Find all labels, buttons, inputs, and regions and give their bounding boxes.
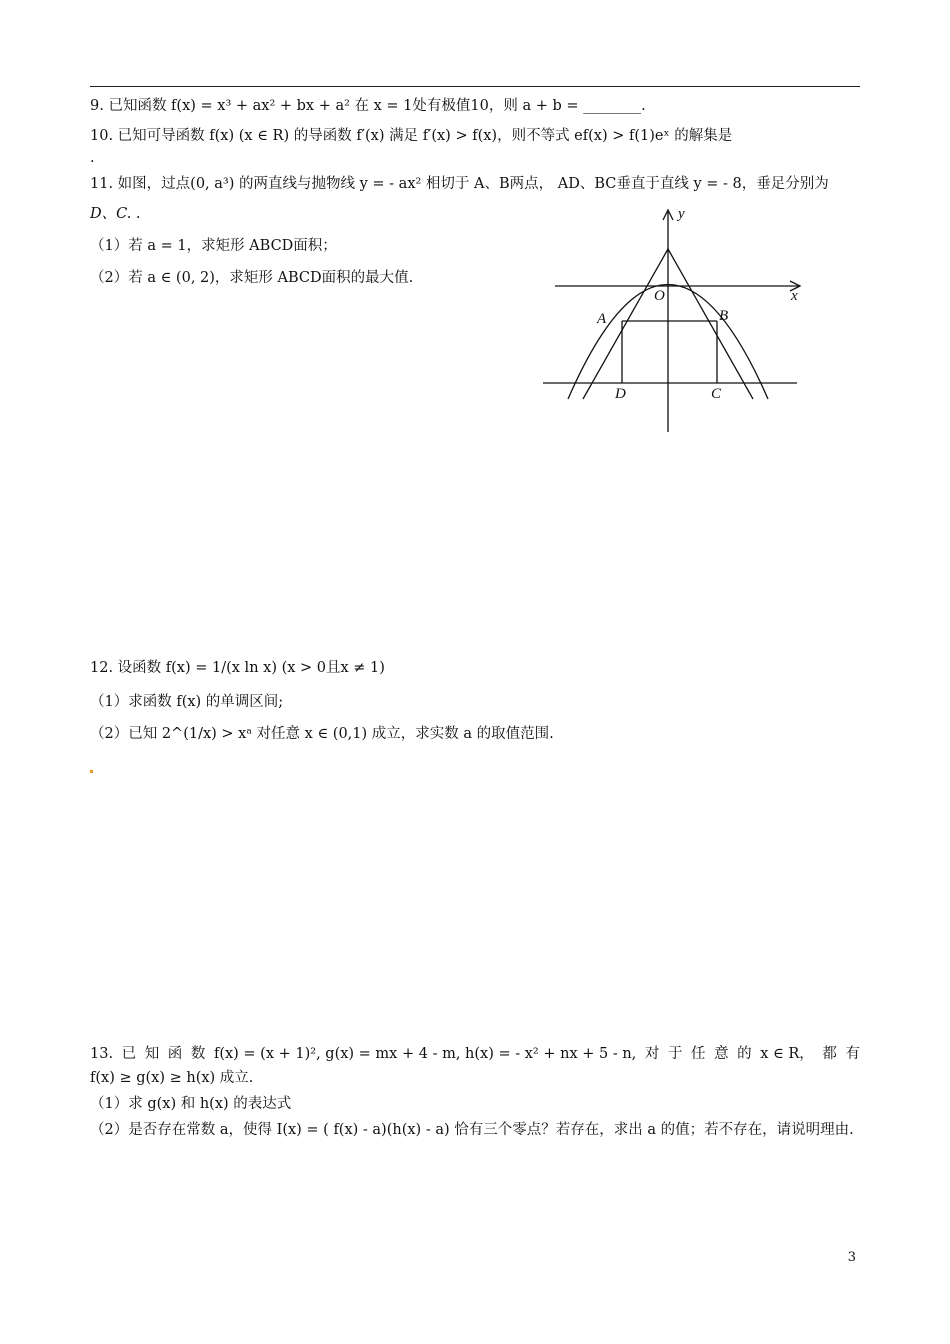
label-o: O — [654, 288, 665, 304]
question-11-stem-cont: D、C. . — [90, 206, 141, 222]
question-12-part-1: （1）求函数 f(x) 的单调区间; — [90, 694, 284, 710]
question-13-stem-cont: f(x) ≥ g(x) ≥ h(x) 成立. — [90, 1070, 254, 1086]
label-x: x — [791, 288, 798, 304]
parabola-figure — [535, 202, 810, 434]
label-d: D — [615, 386, 626, 402]
question-13-stem: 13. 已 知 函 数 f(x) = (x + 1)², g(x) = mx + 4 - m, h(x) = - x² + nx + 5 - n, 对 于 任 意 的 x ∈ R， 都 有 — [90, 1046, 860, 1062]
header-rule — [90, 86, 860, 87]
question-12-part-2: （2）已知 2^(1/x) > xᵃ 对任意 x ∈ (0,1) 成立，求实数 a 的取值范围. — [90, 726, 554, 742]
question-11-stem: 11. 如图，过点(0, a³) 的两直线与抛物线 y = - ax² 相切于 A、B两点， AD、BC垂直于直线 y = - 8，垂足分别为 — [90, 176, 829, 192]
question-13-part-2: （2）是否存在常数 a，使得 I(x) = ( f(x) - a)(h(x) - a) 恰有三个零点？若存在，求出 a 的值；若不存在，请说明理由. — [90, 1122, 854, 1138]
stray-mark — [90, 770, 93, 773]
tangent-right — [668, 249, 753, 399]
label-a: A — [597, 311, 607, 327]
question-11-part-2: （2）若 a ∈ (0, 2)，求矩形 ABCD面积的最大值. — [90, 270, 414, 286]
question-10-tail: . — [90, 150, 95, 166]
question-13-part-1: （1）求 g(x) 和 h(x) 的表达式 — [90, 1096, 292, 1112]
label-b: B — [719, 308, 729, 324]
question-11-part-1: （1）若 a = 1，求矩形 ABCD面积； — [90, 238, 337, 254]
page-number: 3 — [847, 1250, 856, 1265]
tangent-left — [583, 249, 668, 399]
question-9: 9. 已知函数 f(x) = x³ + ax² + bx + a² 在 x = 1处有极值10，则 a + b = ________. — [90, 98, 646, 114]
question-12-stem: 12. 设函数 f(x) = 1/(x ln x) (x > 0且x ≠ 1) — [90, 660, 385, 676]
question-10: 10. 已知可导函数 f(x) (x ∈ R) 的导函数 f′(x) 满足 f′(x) > f(x)，则不等式 ef(x) > f(1)eˣ 的解集是 — [90, 128, 733, 144]
label-c: C — [711, 386, 722, 402]
label-y: y — [678, 206, 685, 222]
